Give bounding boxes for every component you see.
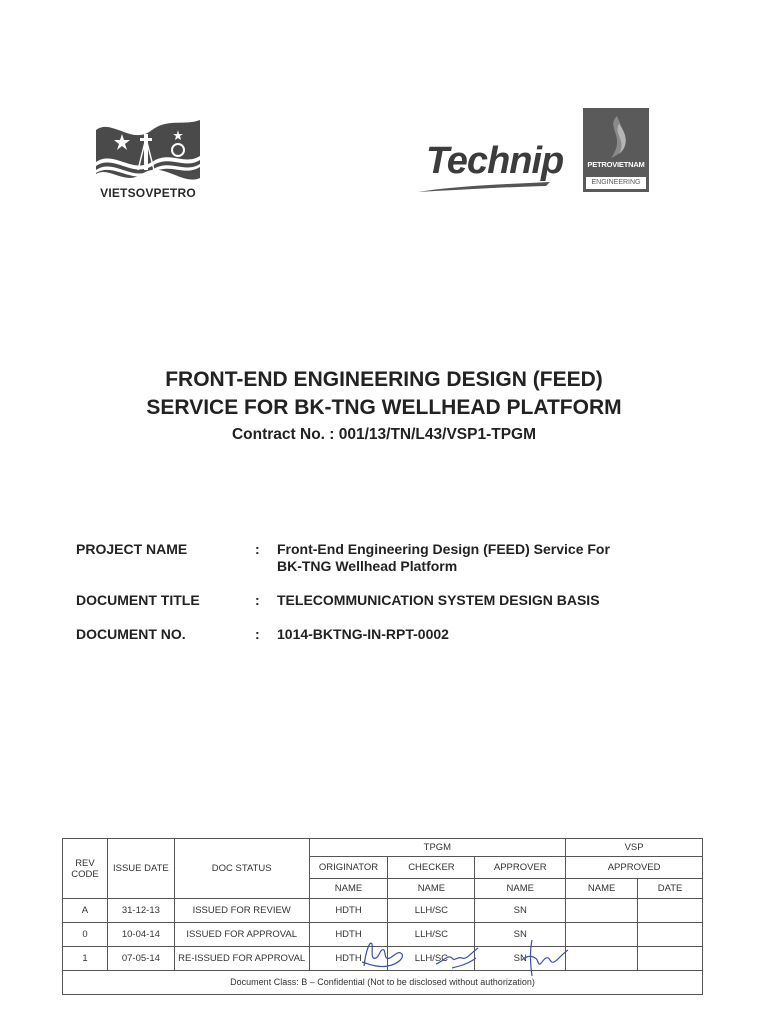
rev-code-header: REV CODE [63, 839, 108, 899]
title-line-1: FRONT-END ENGINEERING DESIGN (FEED) [165, 368, 603, 391]
approver-name-header: NAME [475, 879, 566, 899]
document-no-value: 1014-BKTNG-IN-RPT-0002 [277, 626, 449, 642]
document-title-label: DOCUMENT TITLE [76, 592, 200, 608]
approver-cell: SN [475, 923, 566, 947]
approver-cell: SN [475, 899, 566, 923]
contract-number: Contract No. : 001/13/TN/L43/VSP1-TPGM [231, 426, 537, 443]
originator-cell: HDTH [309, 923, 388, 947]
vsp-date-header: DATE [638, 879, 703, 899]
vsp-header: VSP [566, 839, 703, 857]
vsp-name-cell [566, 899, 638, 923]
doc-status-header: DOC STATUS [174, 839, 309, 899]
project-name-label: PROJECT NAME [76, 541, 188, 557]
title-line-2: SERVICE FOR BK-TNG WELLHEAD PLATFORM [146, 396, 622, 419]
approved-header: APPROVED [566, 857, 703, 879]
vsp-name-cell [566, 947, 638, 971]
approver-header: APPROVER [475, 857, 566, 879]
date-cell: 07-05-14 [107, 947, 174, 971]
colon: : [255, 592, 260, 608]
rev-cell: A [63, 899, 108, 923]
technip-text: Technip [426, 140, 564, 182]
tpgm-header: TPGM [309, 839, 566, 857]
originator-cell: HDTH [309, 947, 388, 971]
technip-swoosh-icon [416, 180, 566, 194]
checker-cell: LLH/SC [388, 947, 475, 971]
checker-name-header: NAME [388, 879, 475, 899]
status-cell: ISSUED FOR REVIEW [174, 899, 309, 923]
originator-signature-icon [358, 936, 408, 972]
checker-signature-icon [432, 944, 482, 974]
petrovietnam-logo [583, 108, 649, 192]
vsp-date-cell [638, 899, 703, 923]
document-title-value: TELECOMMUNICATION SYSTEM DESIGN BASIS [277, 592, 600, 608]
issue-date-header: ISSUE DATE [107, 839, 174, 899]
project-name-line-2: BK-TNG Wellhead Platform [277, 558, 458, 574]
checker-header: CHECKER [388, 857, 475, 879]
status-cell: RE-ISSUED FOR APPROVAL [174, 947, 309, 971]
checker-cell: LLH/SC [388, 923, 475, 947]
originator-cell: HDTH [309, 899, 388, 923]
document-no-label: DOCUMENT NO. [76, 626, 186, 642]
project-name-value [277, 541, 610, 575]
vsp-date-cell [638, 923, 703, 947]
table-row [63, 899, 703, 923]
rev-cell: 0 [63, 923, 108, 947]
checker-cell: LLH/SC [388, 899, 475, 923]
flame-icon [597, 114, 635, 160]
colon: : [255, 541, 260, 557]
date-cell: 10-04-14 [107, 923, 174, 947]
petrovietnam-engineering-text: ENGINEERING [585, 176, 647, 190]
vietsovpetro-logo [88, 112, 208, 204]
vietsovpetro-emblem-icon [92, 116, 204, 184]
technip-logo [416, 140, 566, 196]
approver-signature-icon [516, 938, 572, 980]
vietsovpetro-text: VIETSOVPETRO [100, 186, 196, 200]
vsp-date-cell [638, 947, 703, 971]
rev-cell: 1 [63, 947, 108, 971]
document-class-footer: Document Class: B – Confidential (Not to be disclosed without authorization) [63, 971, 703, 995]
petrovietnam-text: PETROVIETNAM [587, 160, 645, 169]
vsp-name-header: NAME [566, 879, 638, 899]
originator-name-header: NAME [309, 879, 388, 899]
approver-cell: SN [475, 947, 566, 971]
vsp-name-cell [566, 923, 638, 947]
status-cell: ISSUED FOR APPROVAL [174, 923, 309, 947]
date-cell: 31-12-13 [107, 899, 174, 923]
project-name-line-1: Front-End Engineering Design (FEED) Service For [277, 541, 610, 557]
originator-header: ORIGINATOR [309, 857, 388, 879]
colon: : [255, 626, 260, 642]
